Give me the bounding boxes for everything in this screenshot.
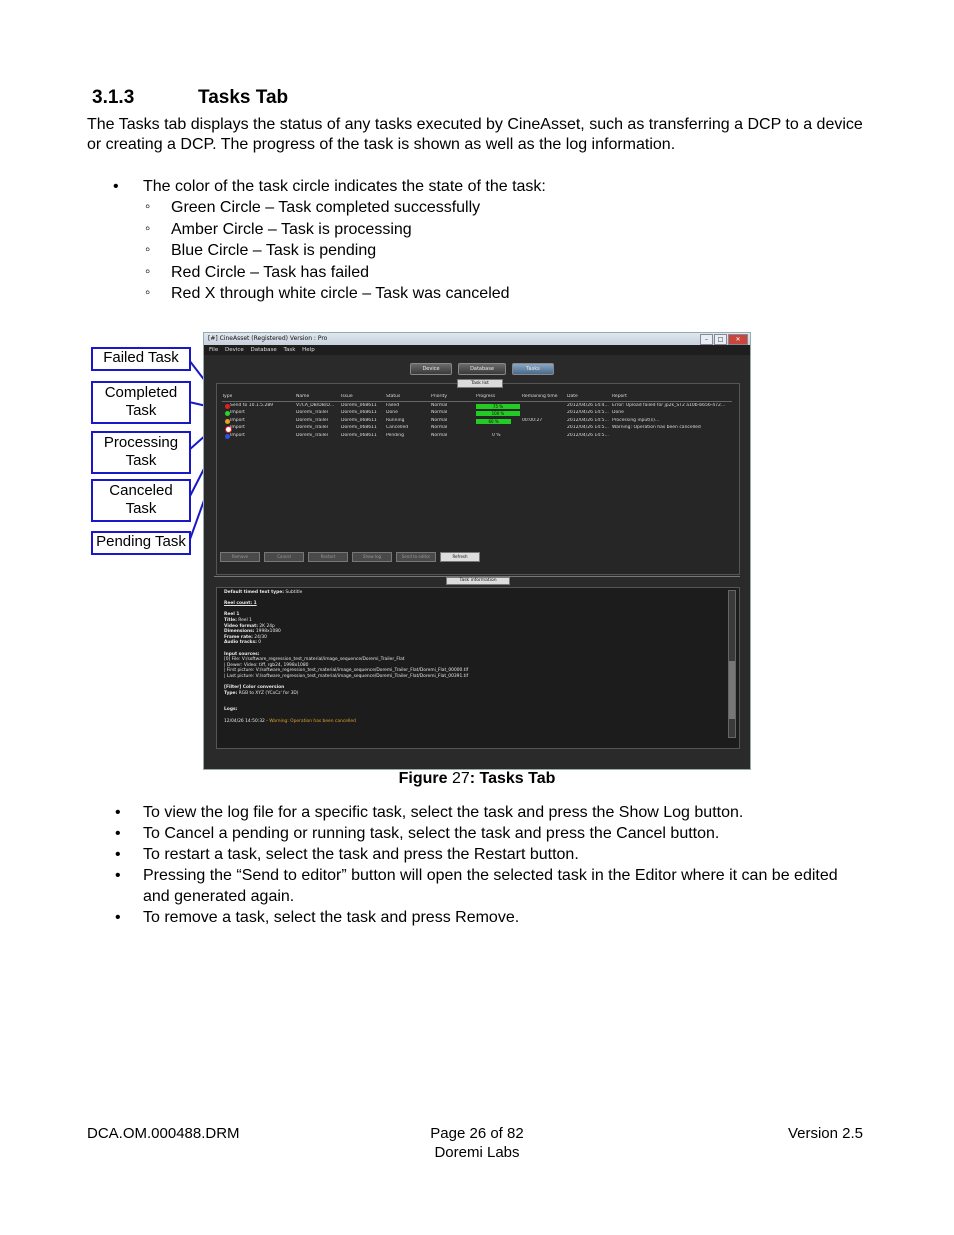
cell-type: Send to 10.1.5.289 — [230, 403, 274, 408]
minimize-icon[interactable]: – — [700, 334, 713, 345]
progress-label: 0 % — [492, 432, 501, 438]
cell-issue: Doremi_068611 — [341, 410, 377, 416]
table-row[interactable] — [222, 418, 732, 425]
cell-name: Doremi_Trailer — [296, 417, 329, 423]
info-value: Subtitle — [285, 590, 303, 595]
instruction-item: • Pressing the “Send to editor” button will open the selected task in the Editor where it can be edited and generated again. — [113, 865, 853, 907]
task-table-header — [222, 394, 732, 402]
instruction-list — [113, 802, 853, 928]
cancel-button[interactable]: Cancel — [264, 552, 304, 562]
info-line: | First picture: V:/software_regression_test_material/image_sequence/Doremi_Trailer_Flat/Doremi_Flat_00000.tif — [224, 668, 469, 674]
cell-report: Processing input(s)... — [612, 417, 660, 423]
info-line: Input sources: — [224, 651, 260, 657]
cell-status: Cancelled — [386, 425, 409, 431]
callout-completed: Completed Task — [91, 381, 191, 424]
cineasset-screenshot — [203, 332, 751, 770]
close-icon[interactable]: ✕ — [728, 334, 748, 345]
tab-database[interactable]: Database — [458, 363, 506, 375]
menu-device[interactable]: Device — [224, 347, 244, 353]
info-value: RGB to XYZ (YCxCz' for 3D) — [238, 690, 299, 696]
state-item: ◦ Red X through white circle – Task was canceled — [143, 283, 546, 305]
remove-button[interactable]: Remove — [220, 552, 260, 562]
cell-status: Running — [386, 417, 405, 423]
info-line: [Filter] Color conversion — [224, 685, 285, 691]
cell-priority: Normal — [431, 403, 448, 408]
task-info-text — [224, 590, 719, 724]
cell-status: Pending — [386, 432, 404, 438]
cell-date: 2012/04/26 14:5... — [567, 425, 609, 431]
intro-paragraph: The Tasks tab displays the status of any tasks executed by CineAsset, such as transferring a DCP to a device or creating a DCP. The progress of the task is shown as well as the log information. — [87, 116, 863, 153]
info-key: Type: — [224, 690, 238, 696]
cell-report: Error: Upload failed for jp2k_ST2 a10b-b656-472... — [612, 403, 726, 408]
cell-status: Failed — [386, 403, 400, 408]
state-item: ◦ Amber Circle – Task is processing — [143, 219, 546, 241]
window-controls — [700, 334, 748, 345]
menu-task[interactable]: Task — [283, 347, 296, 353]
cell-type: Import — [230, 425, 245, 431]
cell-date: 2012/04/26 14:5... — [567, 432, 609, 438]
cell-date: 2012/04/26 14:4... — [567, 403, 609, 408]
tab-device[interactable]: Device — [410, 363, 452, 375]
cell-status: Done — [386, 410, 398, 416]
cell-report: Done — [612, 410, 624, 416]
cell-report: Warning: Operation has been cancelled — [612, 425, 701, 431]
caption-prefix: Figure — [398, 770, 448, 787]
cell-issue: Doremi_068611 — [341, 432, 377, 438]
main-tabs — [410, 363, 554, 375]
table-row[interactable] — [222, 410, 732, 417]
cell-issue: Doremi_068611 — [341, 417, 377, 423]
window-title: [#] CineAsset (Registered) Version : Pro — [208, 335, 328, 342]
instruction-item: • To restart a task, select the task and press the Restart button. — [113, 844, 853, 865]
cell-type: Import — [230, 410, 245, 416]
cell-priority: Normal — [431, 410, 448, 416]
info-key: Frame rate: — [224, 634, 253, 640]
progress-bar: 75 % — [476, 404, 520, 409]
scrollbar-thumb[interactable] — [729, 661, 735, 719]
cell-remaining: 00:00:27 — [522, 417, 543, 423]
send-to-editor-button[interactable]: Send to editor — [396, 552, 436, 562]
progress-bar: 60 % — [476, 419, 511, 424]
info-line: Logs: — [224, 707, 238, 713]
info-line: Reel count: 1 — [224, 601, 257, 607]
cell-date: 2012/04/26 14:5... — [567, 410, 609, 416]
task-info-label: Task information — [446, 577, 510, 585]
state-item: ◦ Green Circle – Task completed successfully — [143, 197, 546, 219]
cell-name: Doremi_Trailer — [296, 425, 329, 431]
info-line: Reel 1 — [224, 612, 240, 618]
log-warning: Warning: Operation has been cancelled — [269, 718, 356, 724]
instruction-item: • To Cancel a pending or running task, select the task and press the Cancel button. — [113, 823, 853, 844]
instruction-item: • To view the log file for a specific task, select the task and press the Show Log button. — [113, 802, 853, 823]
cell-name: Doremi_Trailer — [296, 410, 329, 416]
task-list-label: Task list — [457, 379, 503, 388]
caption-number: 27 — [451, 770, 470, 787]
task-list-panel — [216, 383, 740, 575]
info-value: Reel 1 — [238, 617, 252, 623]
state-item: ◦ Blue Circle – Task is pending — [143, 240, 546, 262]
instruction-item: • To remove a task, select the task and press Remove. — [113, 907, 853, 928]
col-name[interactable]: Name — [296, 394, 310, 399]
col-report[interactable]: Report — [612, 394, 627, 399]
log-line — [224, 719, 719, 725]
info-line: | Dewer: Video: tiff, rgb24, 1998x1080 — [224, 662, 309, 668]
info-value: 1998x1080 — [255, 629, 281, 635]
table-row[interactable] — [222, 403, 732, 410]
footer-page: Page 26 of 82 — [430, 1125, 524, 1142]
cell-priority: Normal — [431, 432, 448, 438]
show-log-button[interactable]: Show log — [352, 552, 392, 562]
callout-pending: Pending Task — [91, 531, 191, 555]
callout-failed: Failed Task — [91, 347, 191, 371]
info-scrollbar[interactable] — [728, 590, 736, 738]
cell-issue: Doremi_068611 — [341, 403, 377, 408]
state-list-lead-text: The color of the task circle indicates the state of the task: — [143, 178, 546, 195]
cell-priority: Normal — [431, 425, 448, 431]
cell-type: Import — [230, 417, 245, 423]
cell-priority: Normal — [431, 417, 448, 423]
menu-help[interactable]: Help — [302, 347, 315, 353]
cell-name: Doremi_Trailer — [296, 432, 329, 438]
info-key: Video format: — [224, 623, 258, 629]
info-key: Dimensions: — [224, 629, 255, 635]
state-item: ◦ Red Circle – Task has failed — [143, 262, 546, 284]
menubar — [204, 345, 750, 355]
info-key: Audio tracks: — [224, 640, 257, 646]
info-value: 0 — [258, 640, 262, 646]
col-date[interactable]: Date — [567, 394, 578, 399]
task-info-panel — [216, 587, 740, 749]
col-progress[interactable]: Progress — [476, 394, 496, 399]
cell-name: V:/CA_DB/DB/D... — [296, 403, 335, 408]
info-line: | Last picture: V:/software_regression_test_material/image_sequence/Doremi_Trailer_Flat/Doremi_Flat_00391.tif — [224, 673, 469, 679]
footer-doc-id: DCA.OM.000488.DRM — [87, 1125, 240, 1142]
table-row[interactable] — [222, 433, 732, 440]
info-value: 2K 24p — [259, 623, 275, 629]
table-row[interactable] — [222, 425, 732, 432]
refresh-button[interactable]: Refresh — [440, 552, 480, 562]
col-remaining[interactable]: Remaining time — [522, 394, 558, 399]
task-buttons — [220, 552, 480, 562]
menu-file[interactable]: File — [209, 347, 219, 353]
log-time: 12/04/26 14:50:32 - — [224, 718, 268, 724]
figure-caption — [0, 770, 954, 788]
progress-bar: 100 % — [476, 411, 520, 416]
restart-button[interactable]: Restart — [308, 552, 348, 562]
footer-company: Doremi Labs — [434, 1144, 520, 1161]
section-number: 3.1.3 — [92, 87, 135, 108]
section-title: Tasks Tab — [198, 87, 289, 108]
footer-version: Version 2.5 — [787, 1125, 863, 1142]
col-issue[interactable]: Issue — [341, 394, 353, 399]
info-key: Title: — [224, 617, 237, 623]
cell-issue: Doremi_068611 — [341, 425, 377, 431]
callout-canceled: Canceled Task — [91, 479, 191, 522]
col-status[interactable]: Status — [386, 394, 401, 399]
caption-title: : Tasks Tab — [469, 770, 556, 787]
callout-processing: Processing Task — [91, 431, 191, 474]
info-line: [0] File: V:/software_regression_test_material/image_sequence/Doremi_Trailer_Flat — [224, 657, 405, 663]
tab-tasks[interactable]: Tasks — [512, 363, 554, 375]
window-titlebar — [204, 333, 750, 345]
footer-center — [377, 1124, 577, 1162]
col-priority[interactable]: Priority — [431, 394, 448, 399]
col-type[interactable]: Type — [222, 394, 233, 399]
info-value: 24/30 — [254, 634, 267, 640]
cell-type: Import — [230, 432, 245, 438]
menu-database[interactable]: Database — [250, 347, 277, 353]
cell-date: 2012/04/26 14:5... — [567, 417, 609, 423]
maximize-icon[interactable]: □ — [714, 334, 727, 345]
info-key: Default timed text type: — [224, 590, 284, 595]
